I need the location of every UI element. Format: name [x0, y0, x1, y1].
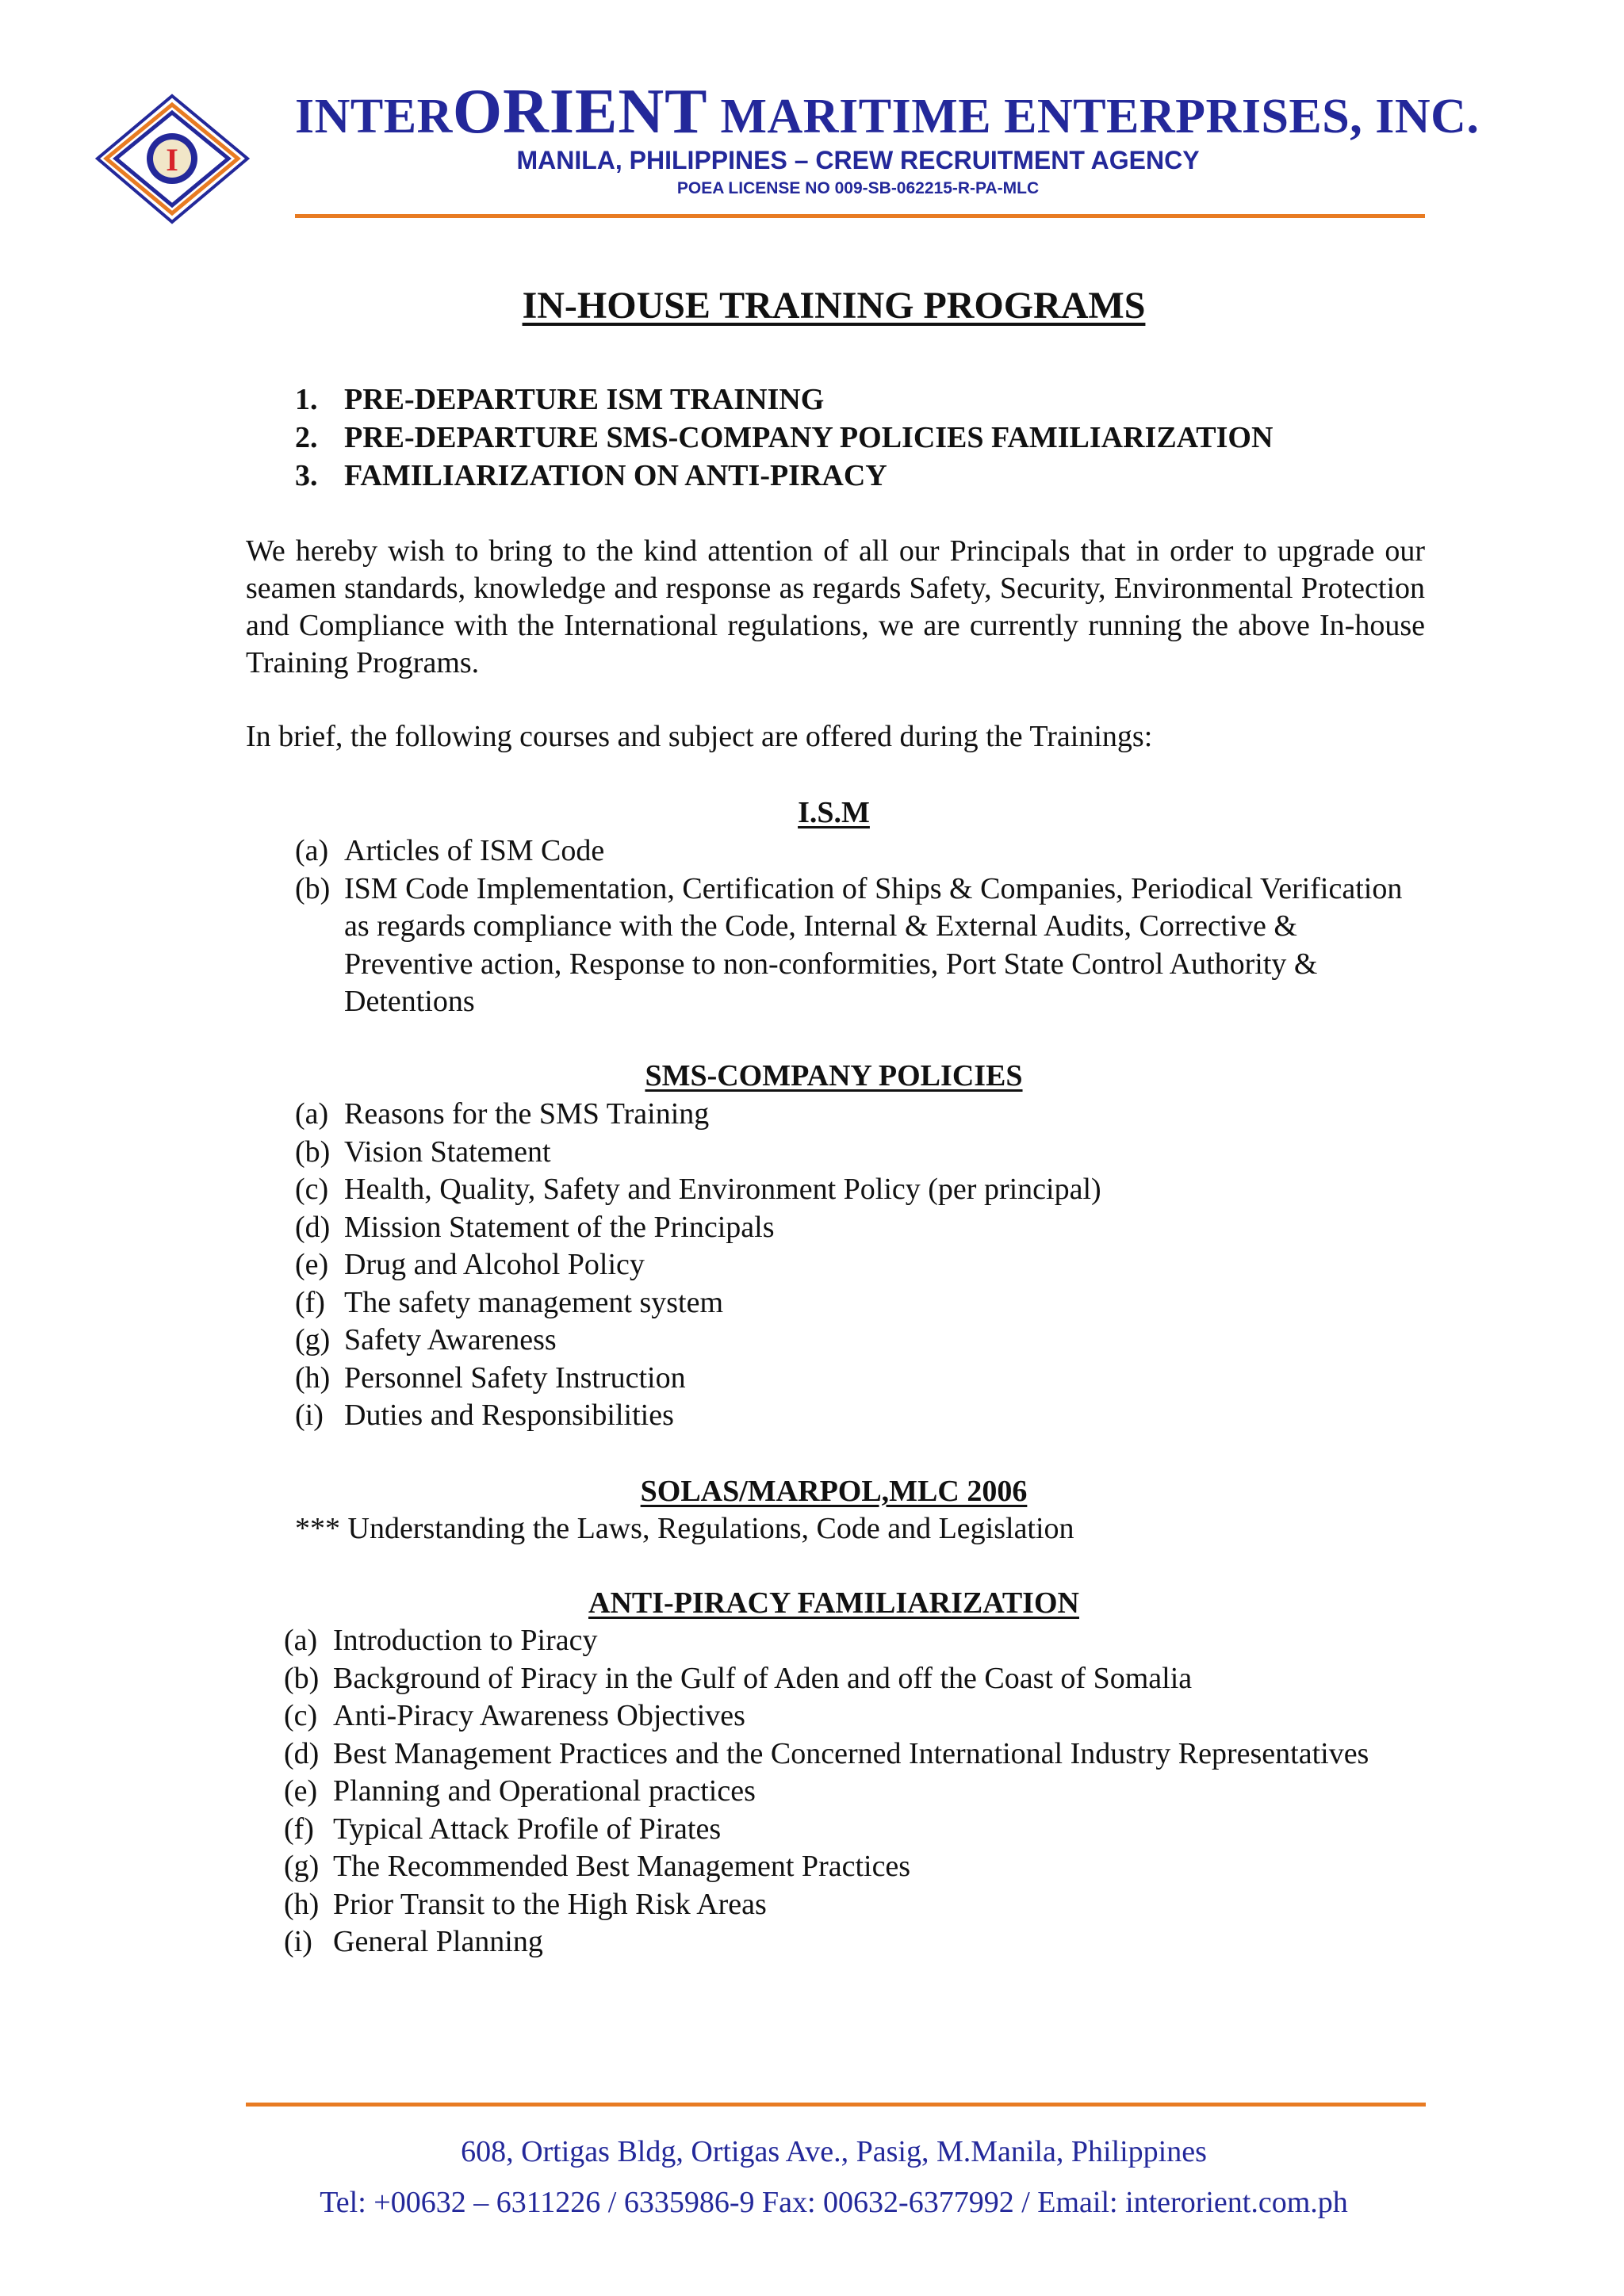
brief-paragraph: In brief, the following courses and subject are offered during the Trainings:: [246, 720, 1153, 753]
header-divider: [295, 214, 1425, 218]
section-heading-sms: SMS-COMPANY POLICIES: [645, 1059, 1023, 1093]
company-subtitle: MANILA, PHILIPPINES – CREW RECRUITMENT AGENCY: [516, 146, 1200, 174]
program-item: 2. PRE-DEPARTURE SMS-COMPANY POLICIES FAMILIARIZATION: [295, 421, 1274, 454]
ism-list: [295, 832, 1429, 1021]
company-logo: [95, 94, 250, 224]
list-item: (c) Health, Quality, Safety and Environment Policy (per principal): [295, 1173, 1101, 1206]
list-item: (d) Best Management Practices and the Concerned International Industry Representatives: [284, 1736, 1369, 1770]
program-list: [295, 381, 1273, 495]
solas-description: *** Understanding the Laws, Regulations, Code and Legislation: [295, 1512, 1074, 1545]
footer-divider: [246, 2103, 1426, 2107]
section-heading-solas: SOLAS/MARPOL,MLC 2006: [640, 1475, 1028, 1508]
list-item: (i) General Planning: [284, 1925, 543, 1958]
list-item: (g) Safety Awareness: [295, 1323, 557, 1357]
list-item: (h) Prior Transit to the High Risk Areas: [284, 1887, 767, 1921]
list-item: (a) Reasons for the SMS Training: [295, 1097, 710, 1131]
anti-piracy-list: [284, 1622, 1426, 1961]
company-name-suffix: MARITIME ENTERPRISES, INC.: [707, 90, 1480, 144]
intro-paragraph: We hereby wish to bring to the kind attention of all our Principals that in order to upgrade our seamen standards, knowledge and response as regards Safety, Security, Environmental Protection and Compliance with the International regulations, we are currently running the above In-house Training Programs.: [246, 534, 1425, 679]
company-license: POEA LICENSE NO 009-SB-062215-R-PA-MLC: [676, 179, 1040, 197]
list-item: (g) The Recommended Best Management Practices: [284, 1850, 911, 1883]
list-item: (e) Planning and Operational practices: [284, 1774, 756, 1808]
program-item: 1. PRE-DEPARTURE ISM TRAINING: [295, 383, 825, 416]
sms-list: [295, 1096, 1429, 1435]
list-item: (h) Personnel Safety Instruction: [295, 1360, 686, 1395]
section-heading-anti-piracy: ANTI-PIRACY FAMILIARIZATION: [588, 1586, 1079, 1620]
document-title: IN-HOUSE TRAINING PROGRAMS: [522, 285, 1146, 327]
list-item: (a) Introduction to Piracy: [284, 1624, 598, 1657]
footer-address: 608, Ortigas Bldg, Ortigas Ave., Pasig, M.Manila, Philippines: [461, 2135, 1207, 2168]
list-item: (b) Vision Statement: [295, 1135, 551, 1169]
program-item: 3. FAMILIARIZATION ON ANTI-PIRACY: [295, 459, 887, 492]
section-heading-ism: I.S.M: [798, 796, 870, 829]
company-name-main: ORIENT: [452, 77, 708, 147]
company-name-prefix: INTER: [295, 90, 453, 144]
list-item: (f) The safety management system: [295, 1285, 724, 1319]
list-item: (c) Anti-Piracy Awareness Objectives: [284, 1699, 745, 1732]
footer-contact: Tel: +00632 – 6311226 / 6335986-9 Fax: 00632-6377992 / Email: interorient.com.ph: [320, 2186, 1348, 2219]
logo-letter: I: [166, 142, 178, 178]
company-logo-icon: [95, 94, 250, 224]
list-item: (e) Drug and Alcohol Policy: [295, 1248, 645, 1281]
list-item: (i) Duties and Responsibilities: [295, 1399, 674, 1432]
list-item: (b) Background of Piracy in the Gulf of Aden and off the Coast of Somalia: [284, 1661, 1193, 1695]
list-item: (d) Mission Statement of the Principals: [295, 1210, 775, 1244]
list-item: (f) Typical Attack Profile of Pirates: [284, 1812, 722, 1846]
company-name: [295, 76, 1480, 148]
list-item: (a) Articles of ISM Code: [295, 834, 605, 867]
list-item: (b) ISM Code Implementation, Certification of Ships & Companies, Periodical Verification as regards compliance with the Code, Internal & External Audits, Corrective & Preventive action, Response to non-conformities, Port State Control Authority & Detentions: [295, 871, 1403, 1018]
